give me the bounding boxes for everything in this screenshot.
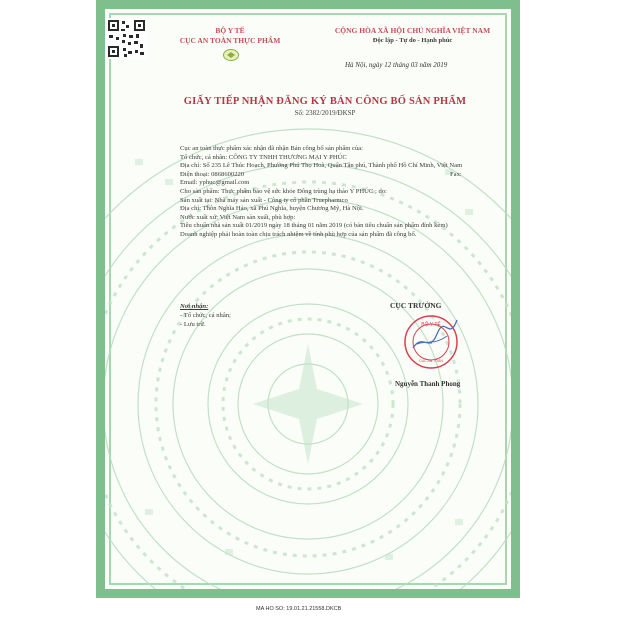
certificate-number: Số: 2382/2019/ĐKSP [294, 109, 356, 117]
body-address: Địa chỉ: Số 235 Lê Thúc Hoạch, Phường Phú Thọ Hoà, Quận Tân phú, Thành phố Hồ Chí Minh, Việt Nam [180, 162, 463, 170]
body-product: Cho sản phẩm: Thực phẩm bảo vệ sức khỏe Đông trùng hạ thảo Y PHÚC ; do: [180, 187, 387, 195]
qr-code [106, 18, 147, 59]
body-intro: Cục an toàn thực phẩm xác nhận đã nhận Bản công bố sản phẩm của: [180, 145, 364, 152]
department-name: CỤC AN TOÀN THỰC PHẨM [179, 36, 281, 45]
svg-text:CỤC AN TOÀN: CỤC AN TOÀN [419, 359, 443, 363]
distribution-item: - Tổ chức, cá nhân; [180, 312, 231, 319]
body-manufacturer: Sản xuất tại: Nhà máy sản xuất - Công ty cổ phần Truepharmco [180, 196, 348, 204]
signatory-title: CỤC TRƯỞNG [390, 301, 442, 310]
certificate-title: GIẤY TIẾP NHẬN ĐĂNG KÝ BẢN CÔNG BỐ SẢN PHẨM [183, 96, 467, 107]
ministry-name: BỘ Y TẾ [215, 26, 245, 35]
republic-name: CỘNG HÒA XÃ HỘI CHỦ NGHĨA VIỆT NAM [334, 26, 491, 35]
body-email: Email: yphuc@gmail.com [180, 179, 250, 187]
distribution-item: - Lưu trữ. [180, 321, 206, 328]
dossier-code: MA HO SO: 19.01.21.21558.DKCB [256, 606, 342, 612]
department-logo-icon [223, 49, 239, 61]
body-manufacturer-address: Địa chỉ: Thôn Nghĩa Hảo, xã Phú Nghĩa, huyện Chương Mỹ, Hà Nội. [180, 205, 364, 213]
svg-text:BỘ Y TẾ: BỘ Y TẾ [421, 322, 441, 328]
signatory-name: Nguyễn Thanh Phong [395, 380, 461, 388]
body-origin: Nước xuất xứ: Việt Nam sản xuất, phù hợp: [180, 213, 296, 221]
distribution-heading: Nơi nhận: [180, 303, 209, 310]
issue-date: Hà Nội, ngày 12 tháng 03 năm 2019 [345, 61, 448, 69]
republic-motto: Độc lập - Tự do - Hạnh phúc [372, 37, 453, 44]
certificate [96, 0, 520, 598]
body-standard: Tiêu chuẩn nhà sản xuất 01/2019 ngày 18 tháng 01 năm 2019 (có bản tiêu chuẩn sản phẩm đính kèm) [180, 222, 448, 230]
certificate-body [180, 145, 505, 240]
svg-text:★: ★ [428, 340, 434, 346]
ministry-header [160, 26, 300, 46]
body-contact [180, 171, 505, 180]
document-page [96, 0, 524, 621]
body-fax: Fax: [450, 170, 462, 178]
body-phone: Điện thoại: 0868600220 [180, 170, 245, 178]
distribution-list [180, 302, 231, 329]
official-stamp [403, 314, 459, 370]
body-responsibility: Doanh nghiệp phải hoàn toàn chịu trách nhiệm về tính phù hợp của sản phẩm đã công bố. [180, 230, 417, 238]
republic-header [310, 26, 515, 46]
body-organization: Tổ chức, cá nhân: CÔNG TY TNHH THƯƠNG MẠI Y PHÚC [180, 153, 347, 161]
